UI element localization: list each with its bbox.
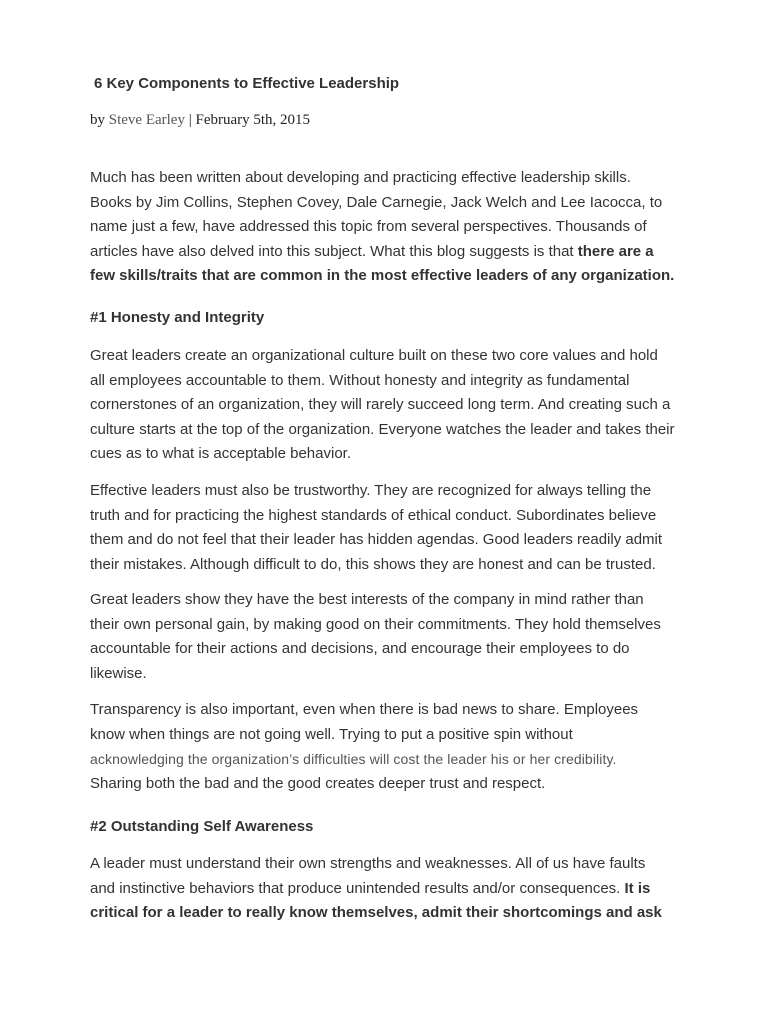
paragraph-line: them and do not feel that their leader has hidden agendas. Good leaders readily admit xyxy=(90,531,663,549)
intro-bold-text: few skills/traits that are common in the most effective leaders of any organization. xyxy=(90,267,675,285)
paragraph-line: likewise. xyxy=(90,664,147,682)
article-byline xyxy=(90,110,310,130)
paragraph-line: their own personal gain, by making good on their commitments. They hold themselves xyxy=(90,615,661,633)
intro-line xyxy=(90,264,690,289)
byline-author: Steve Earley xyxy=(108,112,185,128)
paragraph-line: A leader must understand their own strengths and weaknesses. All of us have faults xyxy=(90,855,646,872)
intro-bold-text: there are a xyxy=(577,242,654,260)
paragraph-line: Great leaders create an organizational culture built on these two core values and hold xyxy=(90,347,658,364)
section-2-heading: #2 Outstanding Self Awareness xyxy=(90,818,314,835)
paragraph-line: culture starts at the top of the organization. Everyone watches the leader and takes their xyxy=(90,420,675,438)
section-1-heading: #1 Honesty and Integrity xyxy=(90,309,265,326)
intro-line xyxy=(90,240,690,265)
paragraph-line: all employees accountable to them. Without honesty and integrity as fundamental xyxy=(90,371,630,389)
paragraph-line: Transparency is also important, even when there is bad news to share. Employees xyxy=(90,701,639,718)
paragraph-line: truth and for practicing the highest standards of ethical conduct. Subordinates believe xyxy=(90,506,657,524)
intro-line: Books by Jim Collins, Stephen Covey, Dale Carnegie, Jack Welch and Lee Iacocca, to xyxy=(90,193,663,211)
paragraph-line: their mistakes. Although difficult to do, this shows they are honest and can be trusted. xyxy=(90,555,656,573)
paragraph-line: cornerstones of an organization, they will rarely succeed long term. And creating such a xyxy=(90,396,671,414)
intro-line-text: articles have also delved into this subject. What this blog suggests is that xyxy=(90,242,578,260)
paragraph-bold-text: critical for a leader to really know themselves, admit their shortcomings and ask xyxy=(90,904,662,922)
section-1-paragraph-1 xyxy=(90,344,690,467)
section-1-paragraph-2 xyxy=(90,479,690,577)
intro-paragraph xyxy=(90,166,690,289)
paragraph-line: Effective leaders must also be trustworthy. They are recognized for always telling the xyxy=(90,482,652,499)
paragraph-line: know when things are not going well. Trying to put a positive spin without xyxy=(90,725,573,743)
intro-line: name just a few, have addressed this topic from several perspectives. Thousands of xyxy=(90,218,647,236)
intro-line: Much has been written about developing and practicing effective leadership skills. xyxy=(90,169,631,186)
byline-separator: | xyxy=(188,112,192,128)
paragraph-line-text: and instinctive behaviors that produce unintended results and/or consequences. xyxy=(90,879,625,897)
article-title: 6 Key Components to Effective Leadership xyxy=(94,75,400,92)
paragraph-line: acknowledging the organization’s difficulties will cost the leader his or her credibility. xyxy=(90,751,617,768)
paragraph-line xyxy=(90,901,690,926)
section-2-paragraph-1 xyxy=(90,852,690,926)
paragraph-line: Great leaders show they have the best interests of the company in mind rather than xyxy=(90,591,644,608)
byline-date: February 5th, 2015 xyxy=(195,112,311,128)
byline-prefix: by xyxy=(90,112,105,128)
paragraph-line: cues as to what is acceptable behavior. xyxy=(90,445,351,463)
paragraph-line xyxy=(90,877,690,902)
paragraph-line: accountable for their actions and decisions, and encourage their employees to do xyxy=(90,640,630,658)
paragraph-bold-text: It is xyxy=(624,879,651,897)
paragraph-line: Sharing both the bad and the good creates deeper trust and respect. xyxy=(90,774,546,792)
section-1-paragraph-4 xyxy=(90,698,690,796)
section-1-paragraph-3 xyxy=(90,588,690,686)
